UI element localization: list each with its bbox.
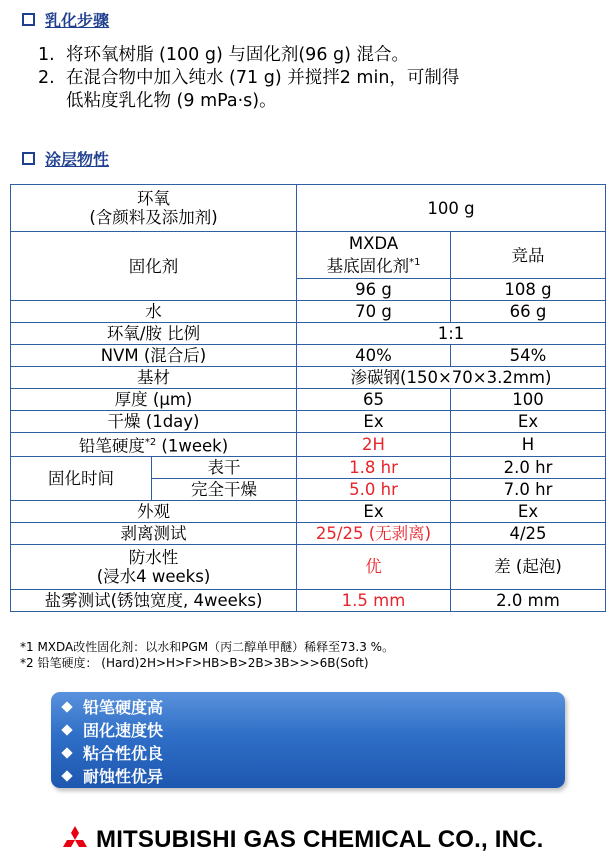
- table-cell: Ex: [297, 500, 451, 522]
- table-cell: 1.5 mm: [297, 589, 451, 611]
- diamond-bullet-icon: [61, 770, 72, 781]
- highlight-item: 固化速度快: [61, 718, 163, 741]
- table-cell: 40%: [297, 345, 451, 367]
- table-cell: 2.0 hr: [451, 456, 606, 478]
- table-cell: 优: [297, 544, 451, 589]
- table-cell: 干燥 (1day): [11, 411, 297, 433]
- table-row: [11, 522, 606, 544]
- section-heading-steps: [22, 8, 109, 31]
- table-row: [11, 500, 606, 522]
- table-cell: 剥离测试: [11, 522, 297, 544]
- table-row: [11, 589, 606, 611]
- highlight-item: 铅笔硬度高: [61, 695, 163, 718]
- table-cell: 5.0 hr: [297, 478, 451, 500]
- table-cell: Ex: [451, 500, 606, 522]
- table-cell: 防水性 (浸水4 weeks): [11, 544, 297, 589]
- table-row: [11, 185, 606, 232]
- table-cell: 65: [297, 389, 451, 411]
- section-heading-properties: [22, 147, 109, 170]
- table-row: [11, 323, 606, 345]
- highlights-banner: [51, 692, 565, 788]
- table-cell: 盐雾测试(锈蚀宽度, 4weeks): [11, 589, 297, 611]
- diamond-bullet-icon: [61, 701, 72, 712]
- table-cell: 70 g: [297, 301, 451, 323]
- table-row: [11, 544, 606, 589]
- table-cell: 环氧/胺 比例: [11, 323, 297, 345]
- table-cell: 96 g: [297, 279, 451, 301]
- properties-table: [10, 184, 606, 612]
- footnote-1: *1 MXDA改性固化剂：以水和PGM（丙二醇单甲醚）稀释至73.3 %。: [20, 640, 395, 654]
- table-cell: MXDA 基底固化剂$^{*1}$: [297, 232, 451, 279]
- table-cell: Ex: [451, 411, 606, 433]
- diamond-bullet-icon: [61, 747, 72, 758]
- table-cell: Ex: [297, 411, 451, 433]
- table-cell: 108 g: [451, 279, 606, 301]
- table-row: [11, 411, 606, 433]
- table-cell: 差 (起泡): [451, 544, 606, 589]
- table-cell: 1:1: [297, 323, 606, 345]
- table-cell: 表干: [152, 456, 297, 478]
- table-cell: 竞品: [451, 232, 606, 279]
- table-cell: 铅笔硬度$^{*2}$ (1week): [11, 433, 297, 457]
- table-cell: 100: [451, 389, 606, 411]
- table-row: [11, 301, 606, 323]
- square-bullet-icon: [22, 152, 35, 165]
- table-cell: 固化时间: [11, 456, 152, 500]
- section-title: 乳化步骤: [45, 11, 110, 30]
- table-cell: H: [451, 433, 606, 457]
- table-row: [11, 389, 606, 411]
- table-cell: 25/25 (无剥离): [297, 522, 451, 544]
- table-row: [11, 345, 606, 367]
- company-name: MITSUBISHI GAS CHEMICAL CO., INC.: [96, 826, 544, 853]
- square-bullet-icon: [22, 13, 35, 26]
- table-cell: 100 g: [297, 185, 606, 232]
- table-cell: 2.0 mm: [451, 589, 606, 611]
- table-cell: 2H: [297, 433, 451, 457]
- table-cell: 渗碳钢(150×70×3.2mm): [297, 367, 606, 389]
- footnote-2: *2 铅笔硬度： (Hard)2H>H>F>HB>B>2B>3B>>>6B(Soft): [20, 656, 369, 670]
- table-cell: 环氧 (含颜料及添加剂): [11, 185, 297, 232]
- table-cell: 完全干燥: [152, 478, 297, 500]
- table-cell: 基材: [11, 367, 297, 389]
- section-title: 涂层物性: [45, 150, 110, 169]
- highlight-item: 耐蚀性优异: [61, 764, 163, 787]
- table-cell: 外观: [11, 500, 297, 522]
- list-item-continuation: 低粘度乳化物 (9 mPa·s)。: [66, 91, 277, 111]
- three-diamonds-logo-icon: [60, 826, 90, 854]
- company-footer: [60, 826, 544, 854]
- table-row: [11, 232, 606, 279]
- table-cell: 1.8 hr: [297, 456, 451, 478]
- list-item: 2. 在混合物中加入纯水 (71 g) 并搅拌2 min，可制得: [38, 68, 460, 88]
- table-cell: 4/25: [451, 522, 606, 544]
- table-cell: 水: [11, 301, 297, 323]
- diamond-bullet-icon: [61, 724, 72, 735]
- table-row: [11, 367, 606, 389]
- table-cell: 厚度 (μm): [11, 389, 297, 411]
- table-cell: 66 g: [451, 301, 606, 323]
- highlight-item: 粘合性优良: [61, 741, 163, 764]
- list-item: 1. 将环氧树脂 (100 g) 与固化剂(96 g) 混合。: [38, 45, 410, 65]
- steps-list: [38, 44, 459, 113]
- table-row: [11, 456, 606, 478]
- table-cell: 固化剂: [11, 232, 297, 301]
- table-row: [11, 433, 606, 457]
- table-cell: 54%: [451, 345, 606, 367]
- table-cell: NVM (混合后): [11, 345, 297, 367]
- table-cell: 7.0 hr: [451, 478, 606, 500]
